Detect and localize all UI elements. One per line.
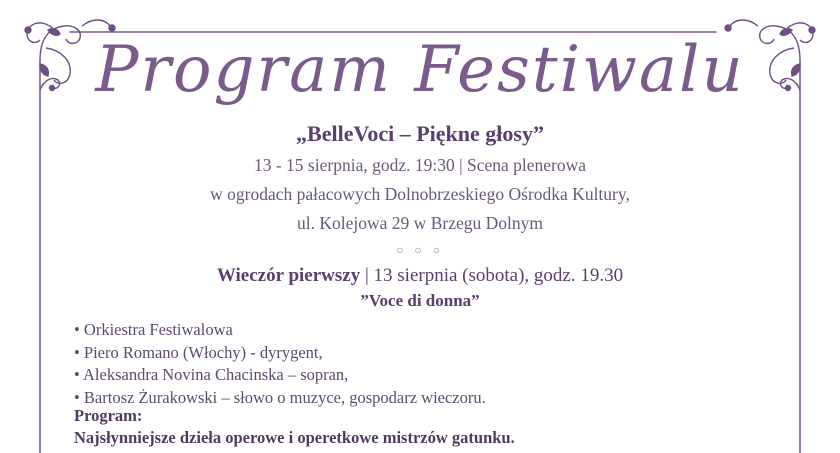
festival-subtitle: „BelleVoci – Piękne głosy” (296, 121, 544, 146)
evening-title: ”Voce di donna” (360, 291, 480, 310)
evening-heading (0, 265, 840, 287)
event-address: ul. Kolejowa 29 w Brzegu Dolnym (297, 213, 543, 233)
list-item: • Orkiestra Festiwalowa (74, 319, 486, 342)
list-item: • Aleksandra Novina Chacinska – sopran, (74, 364, 486, 387)
program-label: Program: (74, 406, 143, 425)
event-date-venue: 13 - 15 sierpnia, godz. 19:30 | Scena plenerowa (253, 155, 587, 175)
event-location: w ogrodach pałacowych Dolnobrzeskiego Ośrodka Kultury, (210, 184, 630, 204)
evening-date: | 13 sierpnia (sobota), godz. 19.30 (360, 265, 624, 286)
list-item: • Bartosz Żurakowski – słowo o muzyce, gospodarz wieczoru. (74, 387, 486, 410)
evening-label: Wieczór pierwszy (216, 265, 361, 286)
list-item: • Piero Romano (Włochy) - dyrygent, (74, 342, 486, 365)
page-title: Program Festiwalu (95, 33, 745, 107)
program-description: Najsłynniejsze dzieła operowe i operetkowe mistrzów gatunku. (74, 428, 515, 447)
section-divider: ○ ○ ○ (396, 243, 444, 257)
performer-list (74, 319, 486, 409)
